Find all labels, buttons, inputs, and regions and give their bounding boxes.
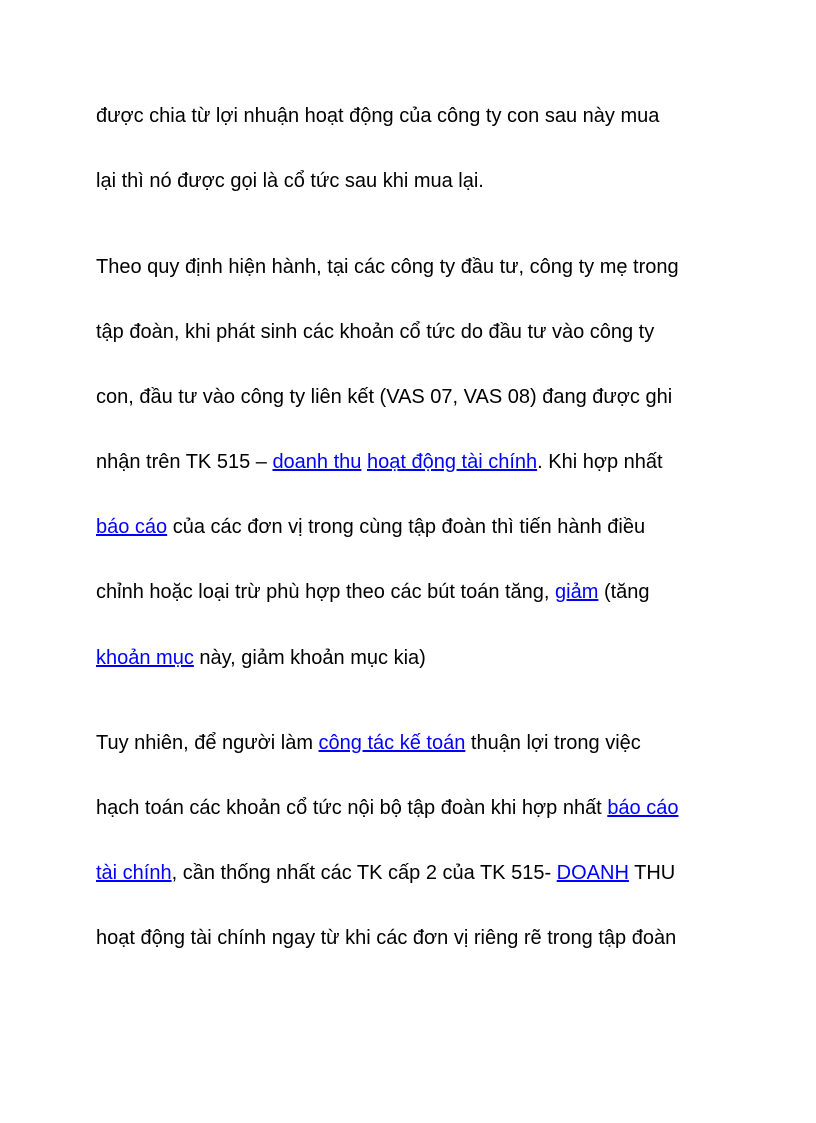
text-run: này, giảm khoản mục kia) [193,647,426,669]
text-line [96,385,672,409]
text-line [96,169,484,193]
text-line [96,515,645,539]
text-line [96,926,676,950]
text-run: hoạt động tài chính ngay từ khi các đơn vị riêng rẽ trong tập đoàn [96,927,677,949]
text-run: chỉnh hoặc loại trừ phù hợp theo các bút toán tăng, [96,581,556,603]
text-run: nhận trên TK 515 – [96,451,273,473]
text-run: Theo quy định hiện hành, tại các công ty đầu tư, công ty mẹ trong [96,256,679,278]
text-line [96,580,650,604]
link-bao-cao-tai-chinh[interactable]: tài chính [96,862,172,884]
text-run: Tuy nhiên, để người làm [96,732,319,754]
text-run: thuận lợi trong việc [465,732,641,754]
link-giam[interactable]: giảm [555,581,599,603]
text-run: . Khi hợp nhất [537,451,663,473]
text-run: THU [628,862,676,884]
link-hoat-dong-tai-chinh[interactable]: hoạt động tài chính [366,451,538,473]
text-line [96,731,641,755]
link-bao-cao[interactable]: báo cáo [96,516,168,538]
link-khoan-muc[interactable]: khoản mục [96,647,194,669]
link-doanh[interactable]: DOANH [556,862,629,884]
text-line [96,450,663,474]
text-run: được chia từ lợi nhuận hoạt động của công ty con sau này mua [96,105,660,127]
text-run: con, đầu tư vào công ty liên kết (VAS 07, VAS 08) đang được ghi [96,386,673,408]
text-line [96,646,426,670]
text-run: của các đơn vị trong cùng tập đoàn thì tiến hành điều [167,516,646,538]
text-line [96,320,654,344]
text-run: hạch toán các khoản cổ tức nội bộ tập đoàn khi hợp nhất [96,797,608,819]
text-line [96,104,659,128]
link-doanh-thu[interactable]: doanh thu [272,451,362,473]
text-line [96,796,678,820]
text-run: lại thì nó được gọi là cổ tức sau khi mua lại. [96,170,484,192]
text-run: , cần thống nhất các TK cấp 2 của TK 515- [171,862,557,884]
text-line [96,255,679,279]
text-run: tập đoàn, khi phát sinh các khoản cổ tức do đầu tư vào công ty [96,321,655,343]
text-run: (tăng [598,581,650,603]
link-cong-tac-ke-toan[interactable]: công tác kế toán [318,732,466,754]
link-bao-cao-tai-chinh[interactable]: báo cáo [607,797,679,819]
text-line [96,861,675,885]
